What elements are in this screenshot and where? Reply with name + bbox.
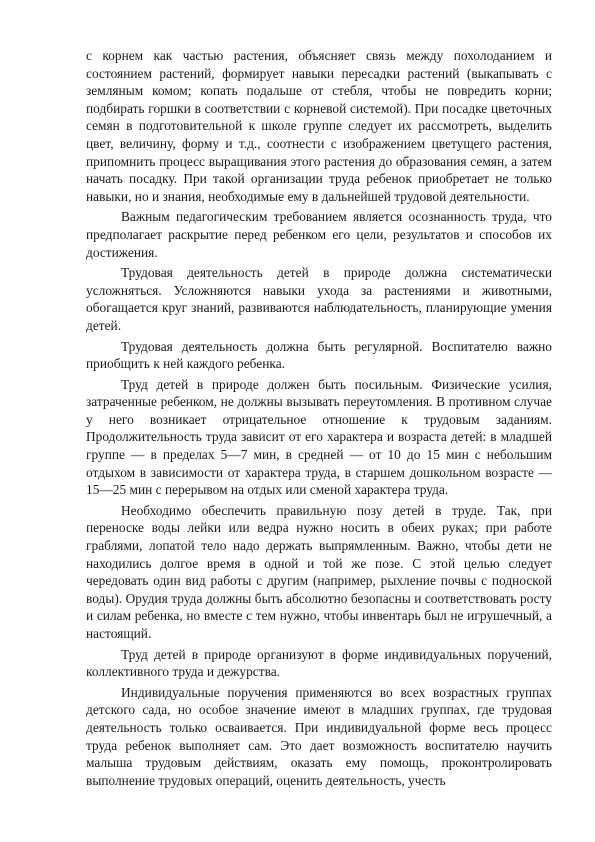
paragraph-5: Труд детей в природе должен быть посильным. Физические усилия, затраченные ребенком, не должны вызывать переутомления. В противном случае у него возникает отрицательное отношение к трудовым заданиям. Продолжительность труда зависит от его характера и возраста детей: в младшей группе — в пределах 5—7 мин, в средней — от 10 до 15 мин с небольшим отдыхом в зависимости от характера труда, в старшем дошкольном возрасте — 15—25 мин с перерывом на отдых или сменой характера труда.: [86, 376, 552, 498]
paragraph-7: Труд детей в природе организуют в форме индивидуальных поручений, коллективного труда и дежурства.: [86, 646, 552, 680]
paragraph-2: Важным педагогическим требованием является осознанность труда, что предполагает раскрытие перед ребенком его цели, результатов и способов их достижения.: [86, 209, 552, 260]
paragraph-3: Трудовая деятельность детей в природе должна систематически усложняться. Усложняются навыки ухода за растениями и животными, обогащается круг знаний, развиваются наблюдательность, планирующие умения детей.: [86, 265, 552, 333]
body-text: [86, 47, 552, 789]
paragraph-6: Необходимо обеспечить правильную позу детей в труде. Так, при переноске воды лейки или ведра нужно носить в обеих руках; при работе граблями, лопатой тело надо держать выпрямленным. Важно, чтобы дети не находились долгое время в одной и той же позе. С этой целью следует чередовать один вид работы с другим (например, рыхление почвы с подноской воды). Орудия труда должны быть абсолютно безопасны и соответствовать росту и силам ребенка, но вместе с тем нужно, чтобы инвентарь был не игрушечный, а настоящий.: [86, 502, 552, 641]
paragraph-4: Трудовая деятельность должна быть регулярной. Воспитателю важно приобщить к ней каждого ребенка.: [86, 338, 552, 372]
paragraph-8: Индивидуальные поручения применяются во всех возрастных группах детского сада, но особое значение имеют в младших группах, где трудовая деятельность только осваивается. При индивидуальной форме весь процесс труда ребенок выполняет сам. Это дает возможность воспитателю научить малыша трудовым действиям, оказать ему помощь, проконтролировать выполнение трудовых операций, оценить деятельность, учесть: [86, 684, 552, 788]
paragraph-1: с корнем как частью растения, объясняет связь между похолоданием и состоянием растений, формирует навыки пересадки растений (выкапывать с земляным комом; копать подальше от стебля, чтобы не повредить корни; подбирать горшки в соответствии с корневой системой). При посадке цветочных семян в подготовительной к школе группе следует их рассмотреть, выделить цвет, величину, форму и т.д., соотнести с изображением цветущего растения, припомнить процесс выращивания этого растения до образования семян, а затем начать посадку. При такой организации труда ребенок приобретает не только навыки, но и знания, необходимые ему в дальнейшей трудовой деятельности.: [86, 48, 552, 204]
